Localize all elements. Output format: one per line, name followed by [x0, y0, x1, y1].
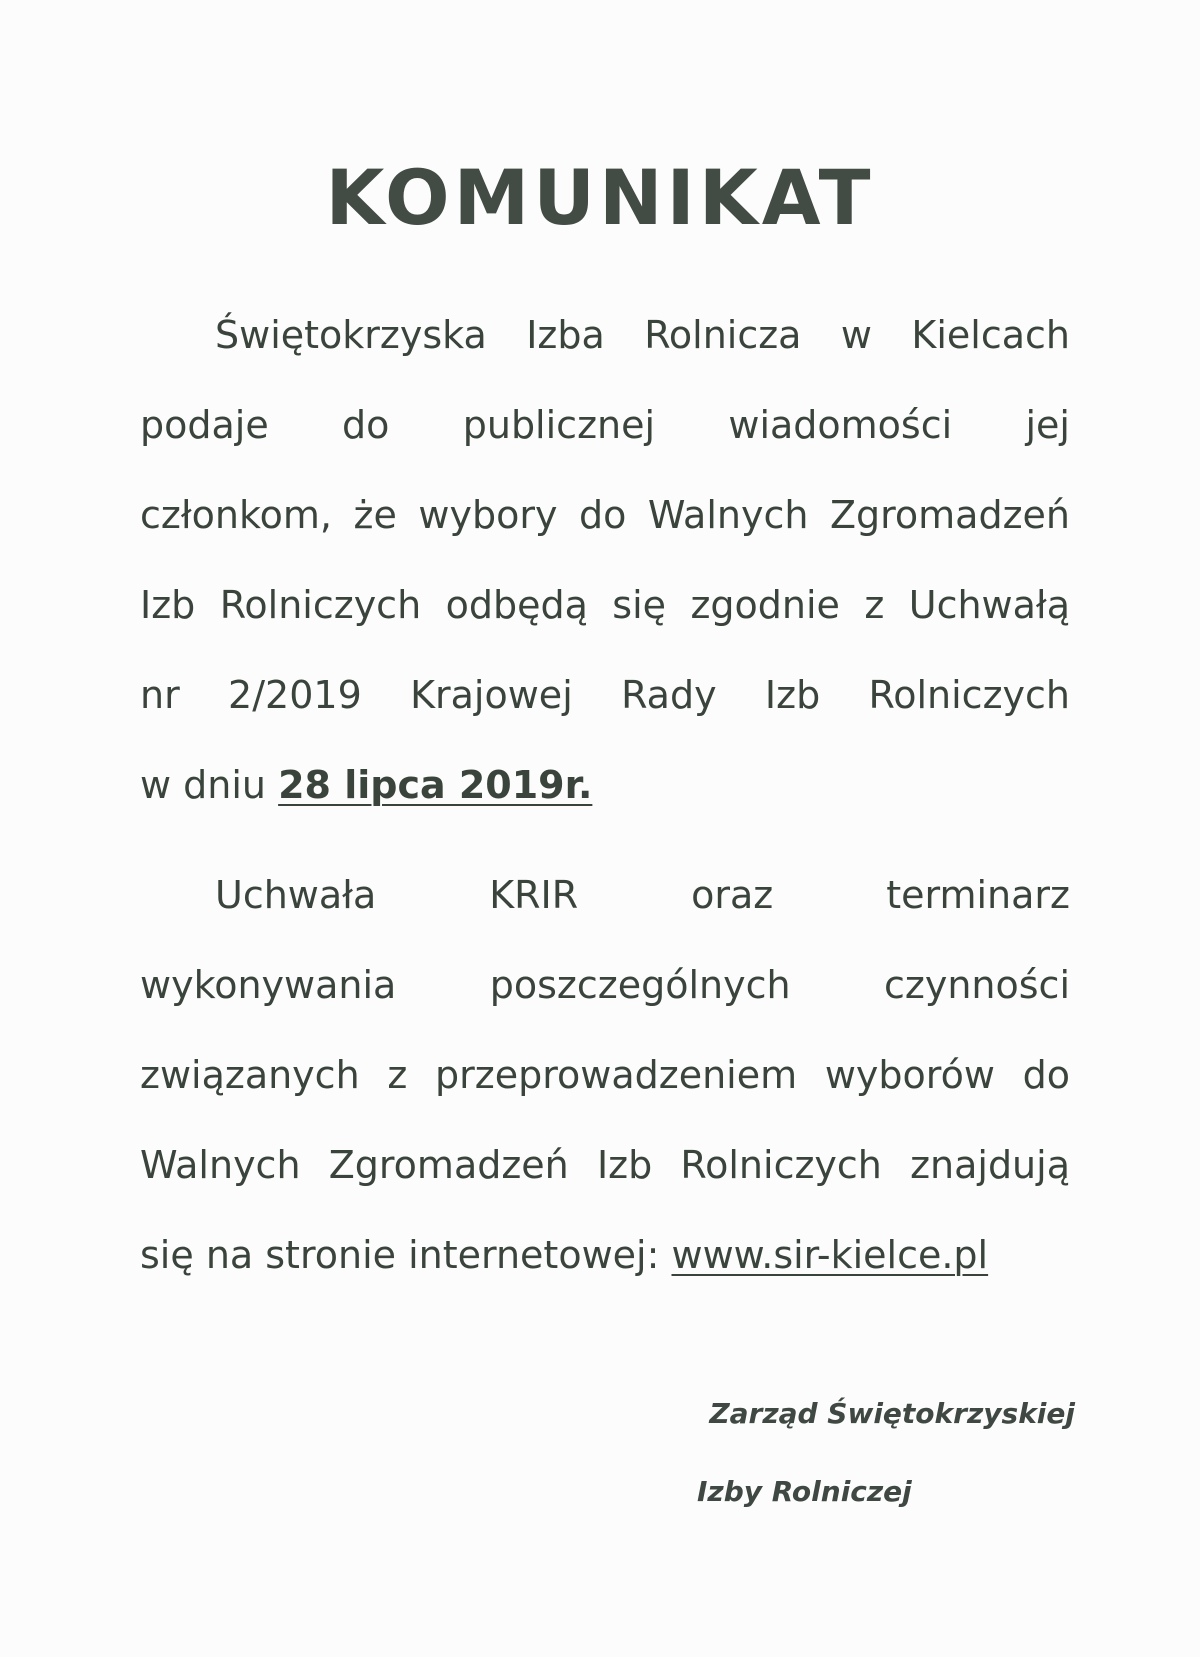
paragraph-resolution — [140, 850, 1070, 1300]
paragraph-line-date — [140, 740, 1070, 830]
paragraph-line: członkom, że wybory do Walnych Zgromadzeń — [140, 493, 1070, 537]
paragraph-line: podaje do publicznej wiadomości jej — [140, 403, 1070, 447]
website-link[interactable]: www.sir-kielce.pl — [671, 1233, 989, 1277]
paragraph-line: Świętokrzyska Izba Rolnicza w Kielcach — [215, 313, 1070, 357]
paragraph-line: wykonywania poszczególnych czynności — [140, 963, 1070, 1007]
signature-line-2: Izby Rolniczej — [697, 1475, 912, 1508]
date-prefix: w dniu — [140, 763, 279, 807]
paragraph-announcement — [140, 290, 1070, 830]
url-prefix: się na stronie internetowej: — [140, 1233, 672, 1277]
paragraph-line: nr 2/2019 Krajowej Rady Izb Rolniczych — [140, 673, 1070, 717]
paragraph-line: związanych z przeprowadzeniem wyborów do — [140, 1053, 1070, 1097]
paragraph-line: Uchwała KRIR oraz terminarz — [215, 873, 1070, 917]
election-date: 28 lipca 2019r. — [278, 763, 593, 807]
paragraph-line: Walnych Zgromadzeń Izb Rolniczych znajdują — [140, 1143, 1070, 1187]
signature-line-1: Zarząd Świętokrzyskiej — [709, 1397, 1075, 1430]
paragraph-line: Izb Rolniczych odbędą się zgodnie z Uchwałą — [140, 583, 1070, 627]
signature — [375, 1375, 1075, 1531]
document-title: KOMUNIKAT — [325, 153, 875, 242]
paragraph-line-url — [140, 1210, 1070, 1300]
